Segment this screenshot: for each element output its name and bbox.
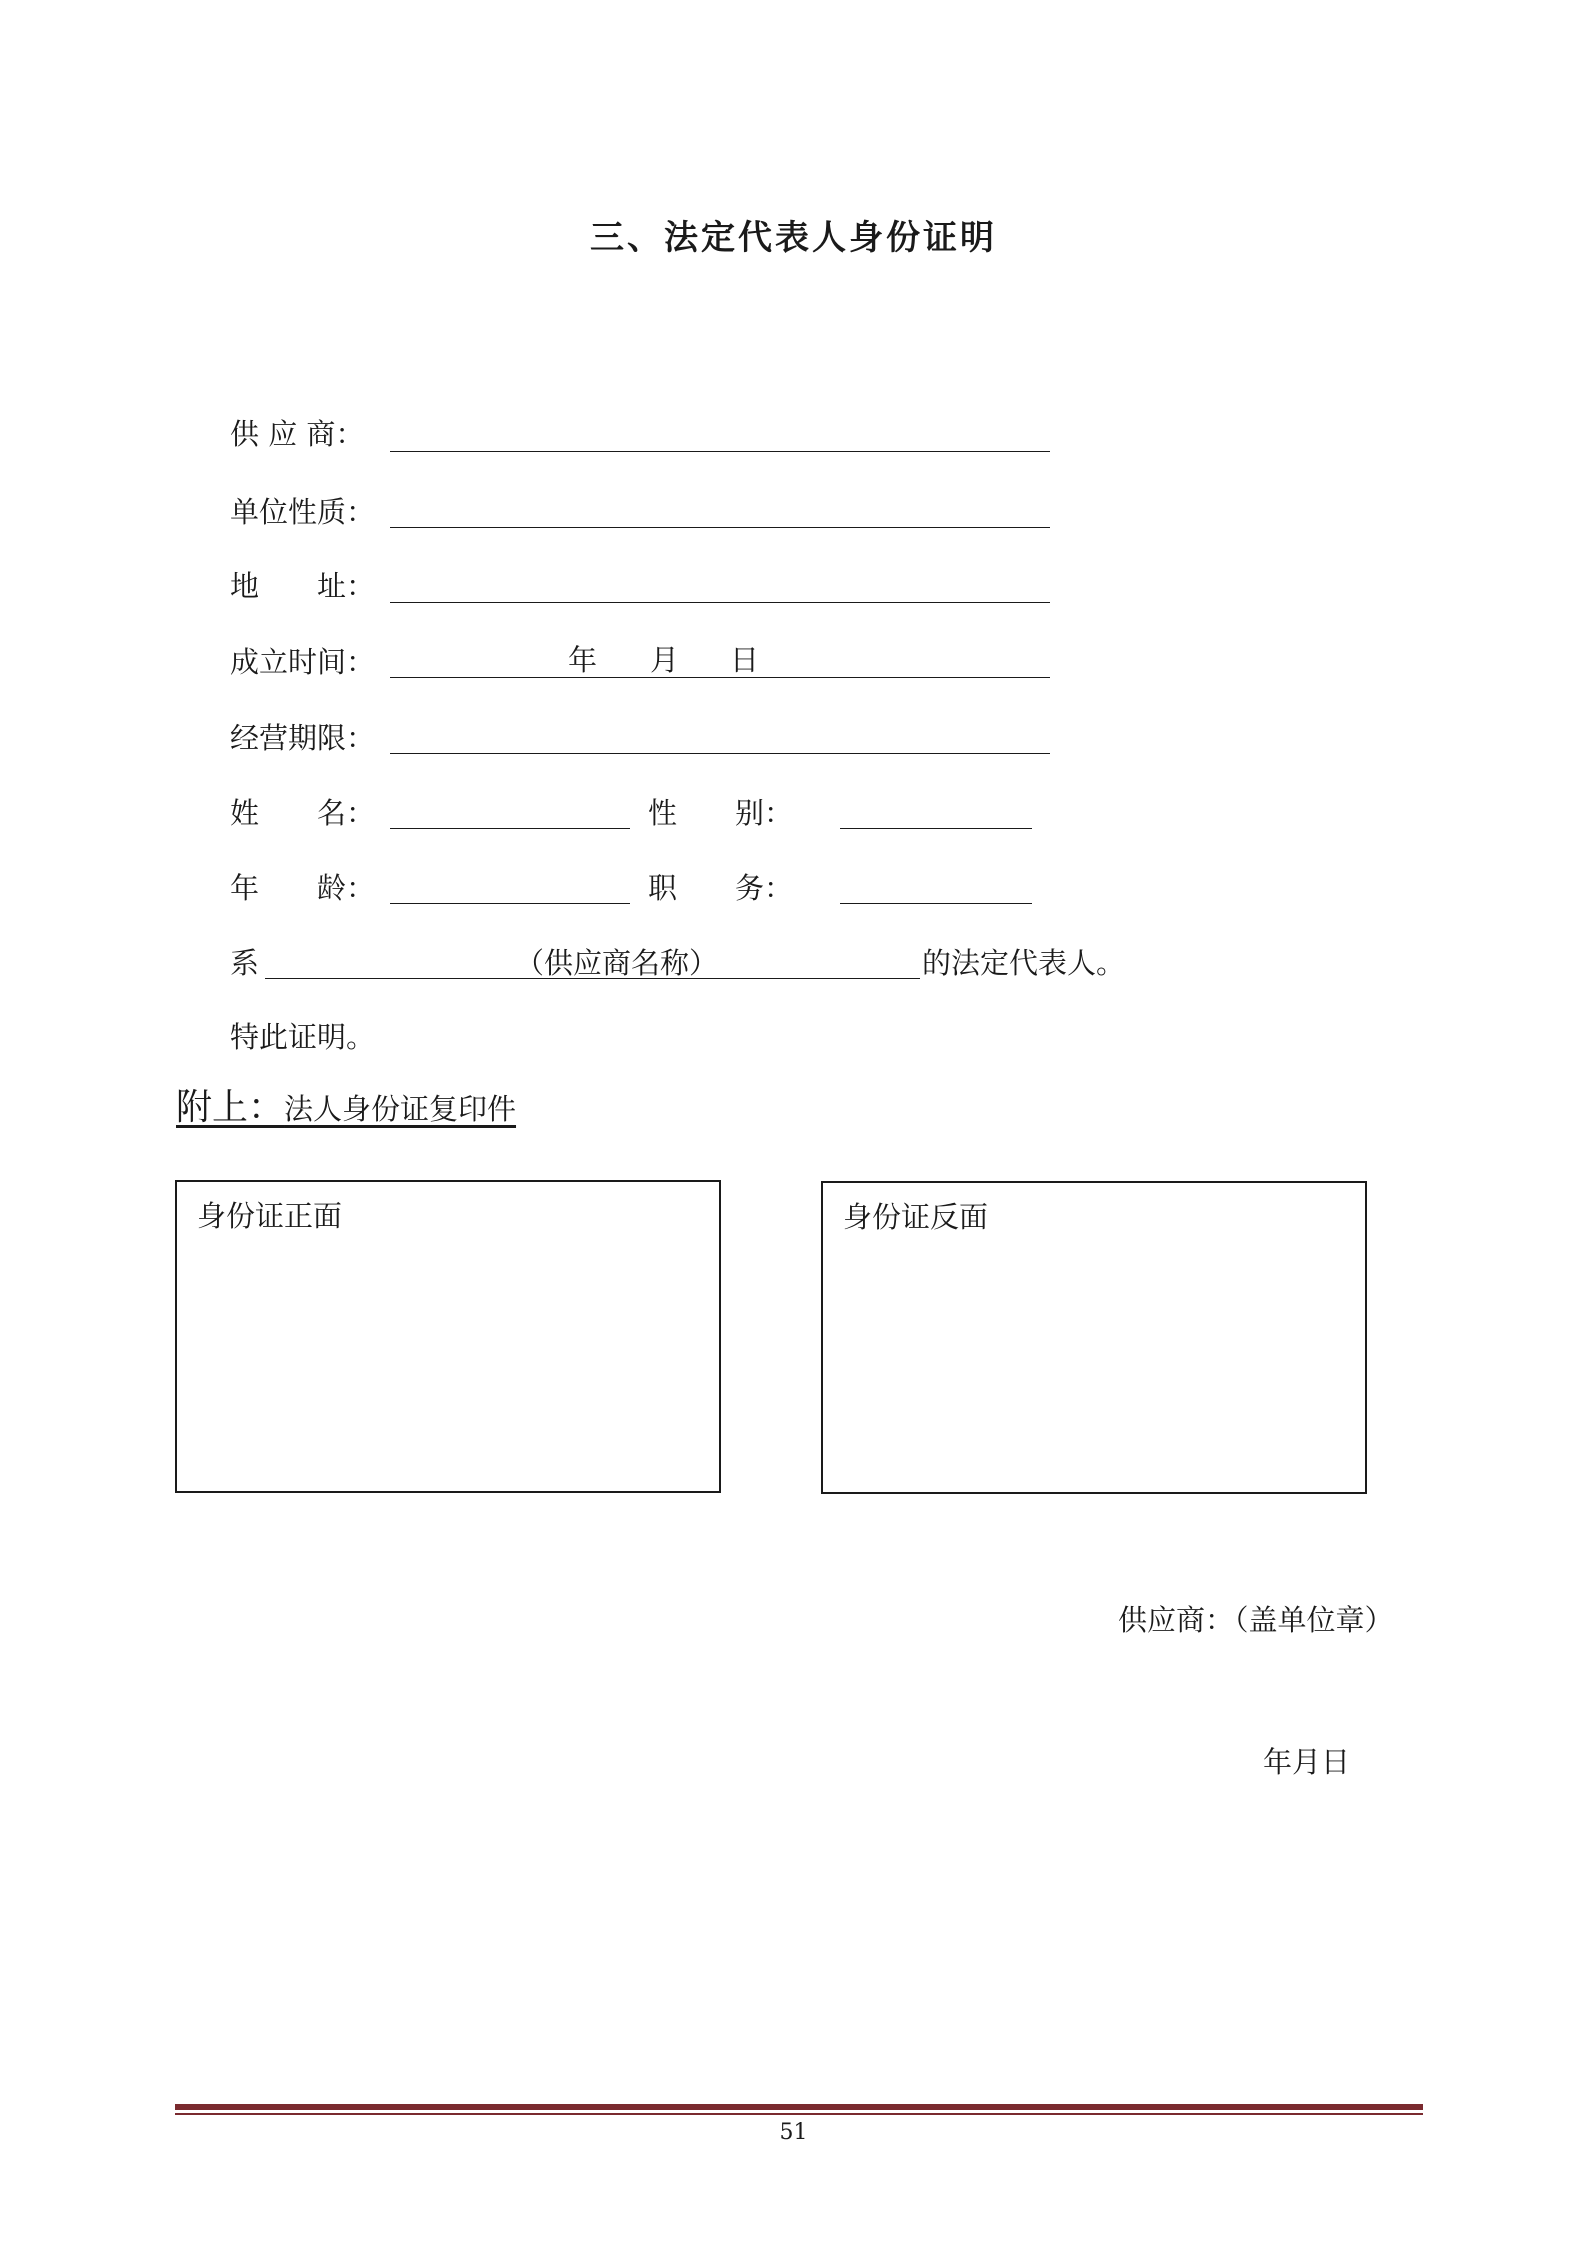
page-title: 三、法定代表人身份证明 bbox=[590, 218, 997, 258]
supplier-field[interactable] bbox=[390, 451, 1050, 452]
term-label: 经营期限： bbox=[230, 721, 376, 755]
attachment-head-label: 附上： bbox=[176, 1087, 285, 1128]
unit-nature-field[interactable] bbox=[390, 527, 1050, 528]
established-year: 年 bbox=[568, 643, 598, 677]
page-number: 51 bbox=[779, 2120, 808, 2145]
address-label: 地 址： bbox=[230, 569, 376, 603]
established-month: 月 bbox=[650, 643, 680, 677]
supplier-label: 供 应 商： bbox=[230, 417, 365, 451]
certify-text: 特此证明。 bbox=[230, 1020, 376, 1054]
unit-nature-label: 单位性质： bbox=[230, 495, 376, 529]
signature-date: 年月日 bbox=[1263, 1745, 1351, 1779]
id-front-box[interactable] bbox=[175, 1180, 721, 1493]
established-label: 成立时间： bbox=[230, 645, 376, 679]
gender-label: 性 别： bbox=[648, 796, 794, 830]
address-field[interactable] bbox=[390, 602, 1050, 603]
position-label: 职 务： bbox=[648, 871, 794, 905]
age-field[interactable] bbox=[390, 903, 630, 904]
age-label: 年 龄： bbox=[230, 871, 376, 905]
attachment-heading bbox=[176, 1086, 516, 1131]
id-back-label: 身份证反面 bbox=[843, 1200, 989, 1234]
statement-supplier-name-hint: （供应商名称） bbox=[515, 946, 719, 980]
footer-rule-thick bbox=[175, 2104, 1423, 2110]
gender-field[interactable] bbox=[840, 828, 1032, 829]
footer-rule-thin bbox=[175, 2113, 1423, 2115]
id-front-label: 身份证正面 bbox=[197, 1199, 343, 1233]
attachment-text: 法人身份证复印件 bbox=[284, 1092, 517, 1126]
established-day: 日 bbox=[730, 643, 760, 677]
id-back-box[interactable] bbox=[821, 1181, 1367, 1494]
statement-prefix: 系 bbox=[230, 946, 260, 980]
name-field[interactable] bbox=[390, 828, 630, 829]
term-field[interactable] bbox=[390, 753, 1050, 754]
established-field[interactable] bbox=[390, 677, 1050, 678]
name-label: 姓 名： bbox=[230, 796, 376, 830]
supplier-seal-text: 供应商：（盖单位章） bbox=[1118, 1603, 1394, 1637]
position-field[interactable] bbox=[840, 903, 1032, 904]
statement-suffix: 的法定代表人。 bbox=[922, 946, 1126, 980]
